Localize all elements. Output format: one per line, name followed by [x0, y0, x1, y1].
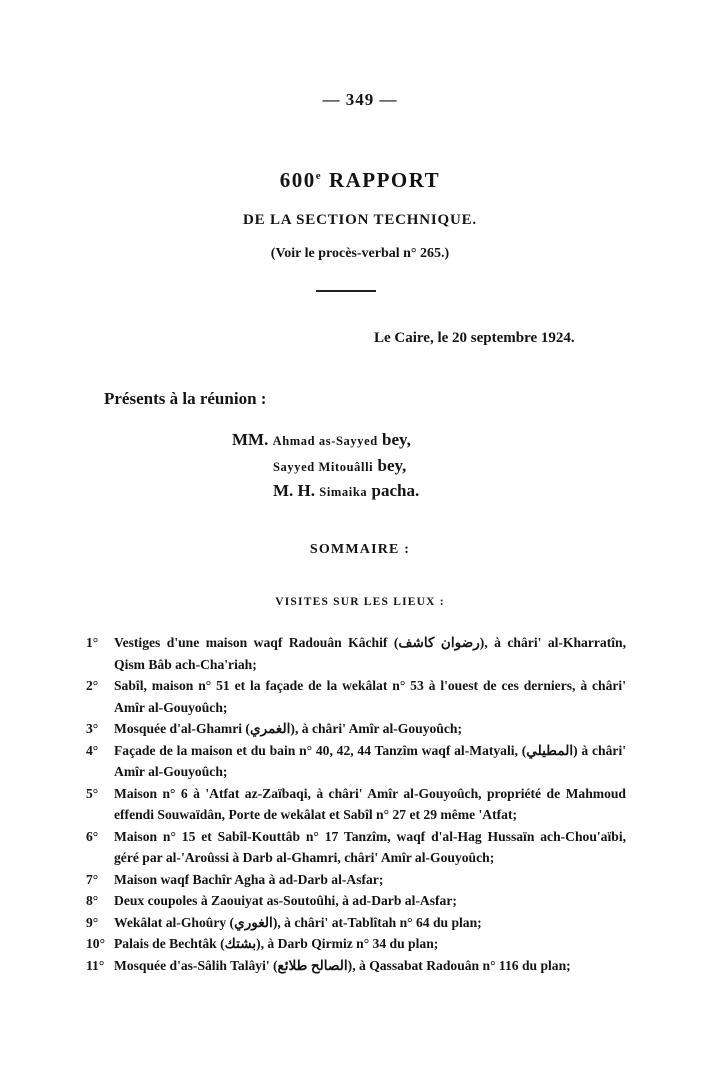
list-item	[86, 675, 626, 718]
item-number: 11°	[86, 957, 105, 973]
item-number: 2°	[86, 678, 99, 693]
list-item	[86, 912, 626, 934]
section-title: DE LA SECTION TECHNIQUE.	[243, 212, 477, 228]
member-line-3	[273, 481, 419, 501]
item-text: Vestiges d'une maison waqf Radouân Kâchif (رضوان كاشف), à châri' al-Kharratîn, Qism Bâb ach-Cha'riah;	[114, 635, 626, 672]
list-item	[86, 740, 626, 783]
item-text: Sabîl, maison n° 51 et la façade de la wekâlat n° 53 à l'ouest de ces derniers, à châri' Amîr al-Gouyoûch;	[114, 678, 626, 715]
item-number: 4°	[86, 742, 99, 758]
member-suffix: bey,	[373, 456, 407, 475]
presents-label: Présents à la réunion :	[104, 389, 267, 408]
date-line: Le Caire, le 20 septembre 1924.	[374, 330, 575, 346]
item-text: Maison n° 6 à 'Atfat az-Zaïbaqi, à châri' Amîr al-Gouyoûch, propriété de Mahmoud effendi Souwaïdân, Porte de wekâlat et Sabîl n° 27 et 29 même 'Atfat;	[114, 785, 626, 822]
member-prefix: MM.	[232, 430, 273, 449]
member-suffix: pacha.	[367, 481, 420, 500]
item-text: Deux coupoles à Zaouiyat as-Soutoûhi, à ad-Darb al-Asfar;	[114, 893, 457, 908]
item-text: Palais de Bechtâk (بشتك), à Darb Qirmiz n° 34 du plan;	[114, 936, 439, 951]
item-number: 3°	[86, 721, 99, 736]
item-number: 8°	[86, 893, 99, 908]
separator-rule	[316, 290, 376, 292]
list-item	[86, 890, 626, 912]
member-prefix: M. H.	[273, 481, 320, 500]
report-number: 600	[279, 168, 316, 192]
page-number: — 349 —	[322, 90, 398, 109]
site-visit-list	[86, 632, 626, 976]
list-item	[86, 632, 626, 675]
member-suffix: bey,	[377, 430, 411, 449]
item-number: 6°	[86, 828, 99, 844]
item-number: 1°	[86, 635, 99, 650]
item-number: 9°	[86, 914, 99, 930]
report-reference: (Voir le procès-verbal n° 265.)	[270, 246, 450, 261]
report-title	[0, 168, 720, 193]
member-name: Sayyed Mitouâlli	[273, 460, 374, 474]
item-number: 7°	[86, 871, 99, 887]
list-item	[86, 826, 626, 869]
item-number: 10°	[86, 936, 106, 951]
member-name: Simaika	[319, 485, 368, 499]
member-name: Ahmad as-Sayyed	[272, 434, 378, 448]
list-item	[86, 955, 626, 977]
item-text: Mosquée d'as-Sâlih Talâyi' (الصالح طلائع), à Qassabat Radouân n° 116 du plan;	[114, 957, 571, 973]
item-text: Maison waqf Bachîr Agha à ad-Darb al-Asfar;	[114, 871, 384, 887]
member-line-2	[273, 456, 406, 476]
report-title-word: RAPPORT	[328, 168, 441, 192]
member-line-1	[232, 430, 411, 450]
list-item	[86, 933, 626, 955]
item-text: Façade de la maison et du bain n° 40, 42, 44 Tanzîm waqf al-Matyali, (المطيلي) à châri' Amîr al-Gouyoûch;	[114, 742, 626, 779]
visites-heading: VISITES SUR LES LIEUX :	[275, 596, 445, 608]
item-text: Wekâlat al-Ghoûry (الغوري), à châri' at-Tablîtah n° 64 du plan;	[114, 914, 482, 930]
list-item	[86, 783, 626, 826]
list-item	[86, 718, 626, 740]
report-number-suffix: e	[315, 170, 323, 182]
item-text: Maison n° 15 et Sabîl-Kouttâb n° 17 Tanzîm, waqf d'al-Hag Hussaïn ach-Chou'aïbi, géré par al-'Aroûssi à Darb al-Ghamri, châri' Amîr al-Gouyoûch;	[114, 828, 626, 865]
list-item	[86, 869, 626, 891]
sommaire-heading: SOMMAIRE :	[309, 542, 411, 557]
item-number: 5°	[86, 785, 99, 801]
item-text: Mosquée d'al-Ghamri (الغمري), à châri' Amîr al-Gouyoûch;	[114, 721, 462, 736]
